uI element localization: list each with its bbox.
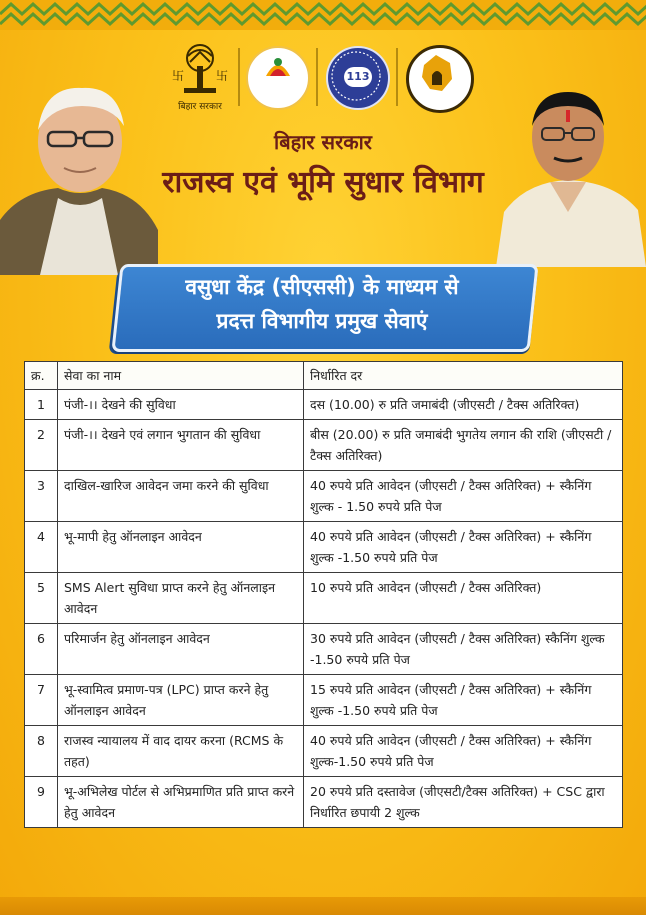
row-number: 2 <box>25 420 58 471</box>
service-name: राजस्व न्यायालय में वाद दायर करना (RCMS के तहत) <box>58 726 304 777</box>
helpline-number: 113 <box>344 67 372 87</box>
services-table <box>24 361 623 828</box>
ujjwal-bihar-logo <box>246 46 310 110</box>
logo-divider <box>396 48 398 106</box>
logo-divider <box>316 48 318 106</box>
service-fee: 15 रुपये प्रति आवेदन (जीएसटी / टैक्स अतिरिक्त) + स्कैनिंग शुल्क -1.50 रुपये प्रति पेज <box>304 675 623 726</box>
header-serial: क्र. <box>25 362 58 390</box>
table-row <box>25 726 623 777</box>
svg-text:卐: 卐 <box>172 69 185 83</box>
table-row <box>25 390 623 420</box>
service-name: SMS Alert सुविधा प्राप्त करने हेतु ऑनलाइन आवेदन <box>58 573 304 624</box>
table-header-row <box>25 362 623 390</box>
service-fee: दस (10.00) रु प्रति जमाबंदी (जीएसटी / टैक्स अतिरिक्त) <box>304 390 623 420</box>
service-fee: बीस (20.00) रु प्रति जमाबंदी भुगतेय लगान की राशि (जीएसटी / टैक्स अतिरिक्त) <box>304 420 623 471</box>
service-name: भू-स्वामित्व प्रमाण-पत्र (LPC) प्राप्त करने हेतु ऑनलाइन आवेदन <box>58 675 304 726</box>
row-number: 6 <box>25 624 58 675</box>
service-fee: 40 रुपये प्रति आवेदन (जीएसटी / टैक्स अतिरिक्त) + स्कैनिंग शुल्क -1.50 रुपये प्रति पेज <box>304 522 623 573</box>
service-fee: 30 रुपये प्रति आवेदन (जीएसटी / टैक्स अतिरिक्त) स्कैनिंग शुल्क -1.50 रुपये प्रति पेज <box>304 624 623 675</box>
helpline-logo <box>326 46 390 110</box>
services-table-wrap <box>24 361 622 898</box>
header-fee: निर्धारित दर <box>304 362 623 390</box>
row-number: 7 <box>25 675 58 726</box>
bihar-emblem <box>168 42 232 112</box>
dept-seal <box>406 45 474 113</box>
gov-name: बिहार सरकार <box>274 130 372 154</box>
service-name: भू-अभिलेख पोर्टल से अभिप्रमाणित प्रति प्राप्त करने हेतु आवेदन <box>58 777 304 828</box>
table-row <box>25 777 623 828</box>
service-name: पंजी-।। देखने की सुविधा <box>58 390 304 420</box>
zigzag-border <box>0 0 646 30</box>
table-row <box>25 624 623 675</box>
service-name: परिमार्जन हेतु ऑनलाइन आवेदन <box>58 624 304 675</box>
service-fee: 20 रुपये प्रति दस्तावेज (जीएसटी/टैक्स अतिरिक्त) + CSC द्वारा निर्धारित छपायी 2 शुल्क <box>304 777 623 828</box>
service-fee: 40 रुपये प्रति आवेदन (जीएसटी / टैक्स अतिरिक्त) + स्कैनिंग शुल्क - 1.50 रुपये प्रति पेज <box>304 471 623 522</box>
logo-row <box>168 42 478 114</box>
row-number: 9 <box>25 777 58 828</box>
banner-line-1: वसुधा केंद्र (सीएससी) के माध्यम से <box>185 275 459 299</box>
row-number: 1 <box>25 390 58 420</box>
service-name: पंजी-।। देखने एवं लगान भुगतान की सुविधा <box>58 420 304 471</box>
logo-caption: बिहार सरकार <box>178 102 222 112</box>
table-row <box>25 471 623 522</box>
row-number: 4 <box>25 522 58 573</box>
banner-line-2: प्रदत्त विभागीय प्रमुख सेवाएं <box>216 309 428 333</box>
table-row <box>25 522 623 573</box>
banner-text <box>116 270 528 338</box>
logo-divider <box>238 48 240 106</box>
row-number: 3 <box>25 471 58 522</box>
svg-text:卐: 卐 <box>216 69 229 83</box>
table-row <box>25 675 623 726</box>
service-fee: 10 रुपये प्रति आवेदन (जीएसटी / टैक्स अतिरिक्त) <box>304 573 623 624</box>
header-service: सेवा का नाम <box>58 362 304 390</box>
service-fee: 40 रुपये प्रति आवेदन (जीएसटी / टैक्स अतिरिक्त) + स्कैनिंग शुल्क-1.50 रुपये प्रति पेज <box>304 726 623 777</box>
service-name: दाखिल-खारिज आवेदन जमा करने की सुविधा <box>58 471 304 522</box>
service-name: भू-मापी हेतु ऑनलाइन आवेदन <box>58 522 304 573</box>
dept-name: राजस्व एवं भूमि सुधार विभाग <box>162 165 484 200</box>
table-row <box>25 573 623 624</box>
table-row <box>25 420 623 471</box>
row-number: 8 <box>25 726 58 777</box>
bottom-band <box>0 897 646 915</box>
row-number: 5 <box>25 573 58 624</box>
